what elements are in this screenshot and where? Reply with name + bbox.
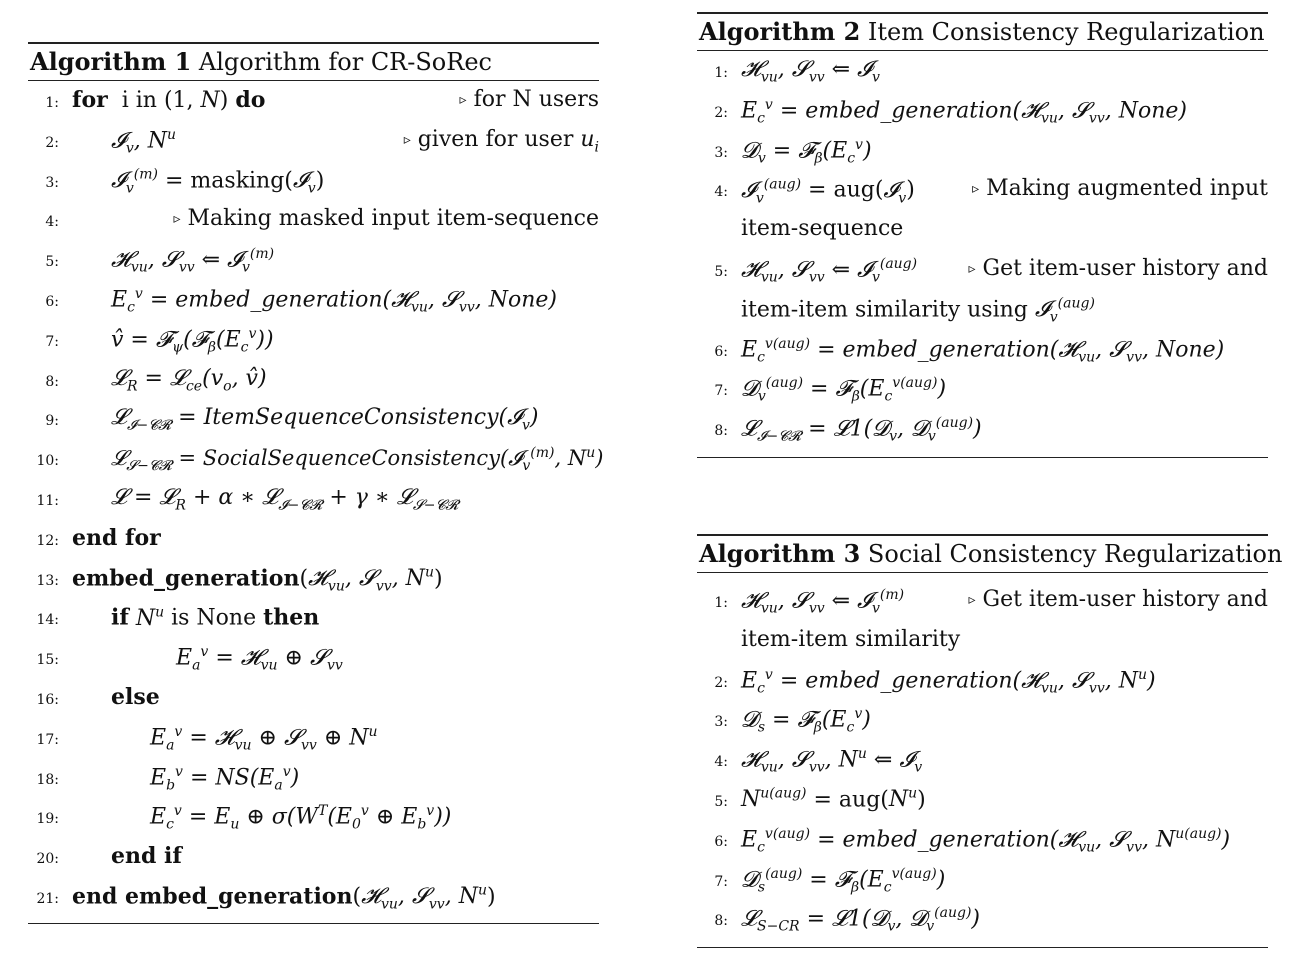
line-number: 8:: [714, 913, 728, 930]
line-number: 6:: [714, 343, 728, 360]
line-number: 18:: [36, 771, 59, 788]
line-number: 4:: [714, 754, 728, 771]
algo-line: [697, 665, 1268, 705]
line-comment: ▹ Making masked input item-sequence: [173, 206, 599, 232]
algorithm-2: [697, 12, 1268, 458]
line-code: item-item similarity using 𝓘$_v^{(aug)}$: [741, 295, 1095, 326]
line-number: 10:: [36, 453, 59, 470]
algo-line: [28, 324, 599, 364]
line-number: 9:: [45, 413, 59, 430]
algo-line: [697, 704, 1268, 744]
line-code: 𝓗$_{vu}$, 𝓢$_{vv}$ ⇐ 𝓘$_v$: [741, 57, 880, 86]
line-number: 5:: [714, 793, 728, 810]
line-number: 7:: [45, 333, 59, 350]
algorithm-3: [697, 534, 1283, 948]
line-code: 𝓓$_v$ = $𝓕_\beta(E_c^v)$: [741, 136, 872, 167]
line-code: $E_c^{v(aug)}$ = embed_generation(𝓗$_{vu}$, 𝓢$_{vv}$, None): [741, 335, 1225, 366]
line-code: for i in (1, N) do: [72, 87, 266, 113]
algorithm-name: Algorithm for CR-SoRec: [198, 48, 492, 76]
algo-line: [697, 55, 1268, 95]
line-code: 𝓛 = 𝓛$_R$ + α ∗ 𝓛$_{𝓘-𝓒𝓡}$ + γ ∗ 𝓛$_{𝓢-𝓒𝓡}$: [111, 484, 459, 514]
algo-line: [28, 443, 604, 483]
line-code: 𝓛$_{𝓢-𝓒𝓡}$ = SocialSequenceConsistency(𝓘$_v^{(m)}$, $N^u$): [111, 445, 604, 475]
algo-line-continuation: [697, 294, 1268, 334]
algo-line: [28, 284, 599, 324]
algo-line: [28, 563, 599, 603]
algo-line: [28, 841, 599, 881]
line-number: 3:: [714, 144, 728, 161]
line-comment: ▹ Get item-user history and: [968, 255, 1268, 281]
line-code: 𝓛$_{S-CR}$ = 𝓛1(𝓓$_v$, 𝓓$_v^{(aug)}$): [741, 905, 981, 936]
algo-line: [697, 174, 1268, 214]
line-number: 8:: [45, 373, 59, 390]
line-number: 4:: [714, 184, 728, 201]
algo-line: [697, 135, 1268, 175]
bottom-rule: [28, 923, 599, 924]
line-code: item-item similarity: [741, 626, 961, 652]
line-number: 20:: [36, 851, 59, 868]
algo-line: [28, 244, 599, 284]
line-number: 5:: [45, 254, 59, 271]
line-code: 𝓗$_{vu}$, 𝓢$_{vv}$ ⇐ 𝓘$_v^{(m)}$: [741, 587, 905, 617]
algorithm-title: [28, 44, 599, 80]
line-code: $E_a^v$ = 𝓗$_{vu}$ ⊕ 𝓢$_{vv}$: [176, 644, 343, 674]
bottom-rule: [697, 947, 1268, 948]
line-code: else: [111, 683, 160, 710]
line-number: 17:: [36, 731, 59, 748]
algo-line: [697, 784, 1268, 824]
line-number: 13:: [36, 572, 59, 589]
line-code: 𝓗$_{vu}$, 𝓢$_{vv}$, $N^u$ ⇐ 𝓘$_v$: [741, 746, 923, 776]
line-number: 8:: [714, 423, 728, 440]
line-code: 𝓘$_v^{(aug)}$ = aug(𝓘$_v$): [741, 176, 915, 207]
line-number: 14:: [36, 612, 59, 629]
line-code: 𝓗$_{vu}$, 𝓢$_{vv}$ ⇐ 𝓘$_v^{(aug)}$: [741, 255, 918, 286]
line-number: 5:: [714, 263, 728, 280]
algorithm-name: Social Consistency Regularization: [867, 540, 1283, 568]
algo-line: [697, 373, 1268, 413]
line-comment: ▹ Making augmented input: [972, 176, 1268, 202]
line-code: 𝓘$_v$, $N^u$: [111, 126, 177, 157]
algo-line: [697, 585, 1268, 625]
line-code: 𝓓$_s$ = $𝓕_\beta(E_c^v)$: [741, 706, 871, 737]
algo-line: [697, 903, 1268, 943]
line-code: if $N^u$ is None then: [111, 604, 320, 631]
line-code: 𝓛$_R$ = $𝓛_{ce}(v_o$, v̂): [111, 365, 267, 394]
line-code: 𝓓$_s^{(aug)}$ = $𝓕_\beta(E_c^{v(aug)})$: [741, 865, 946, 896]
line-code: end for: [72, 524, 161, 551]
line-code: 𝓛$_{𝓘-𝓒𝓡}$ = 𝓛1(𝓓$_v$, 𝓓$_v^{(aug)}$): [741, 415, 982, 445]
algo-line: [697, 824, 1268, 864]
line-code: end if: [111, 843, 182, 870]
algo-line: [697, 95, 1268, 135]
line-number: 16:: [36, 691, 59, 708]
line-code: $N^{u(aug)} = aug(N^u)$: [741, 785, 926, 813]
algo-line-continuation: [697, 625, 1268, 665]
line-code: item-sequence: [741, 216, 904, 242]
line-code: $E_c^{v(aug)}$ = embed_generation(𝓗$_{vu}$, 𝓢$_{vv}$, $N^{u(aug)}$): [741, 825, 1231, 856]
algorithm-title: [697, 14, 1268, 50]
line-code: v̂ = $𝓕_\psi(𝓕_\beta(E_c^v))$: [111, 325, 274, 356]
algo-line: [28, 602, 599, 642]
algo-line: [28, 403, 599, 443]
bottom-rule: [697, 457, 1268, 458]
line-number: 15:: [36, 652, 59, 669]
algo-line: [28, 722, 599, 762]
line-number: 19:: [36, 811, 59, 828]
algo-line: [28, 881, 599, 921]
line-number: 21:: [36, 890, 59, 907]
line-number: 3:: [45, 174, 59, 191]
line-code: 𝓘$_v^{(m)}$ = masking(𝓘$_v$): [111, 166, 325, 197]
algo-line: [28, 682, 599, 722]
line-code: $E_c^v$ = embed_generation(𝓗$_{vu}$, 𝓢$_{vv}$, None): [111, 285, 558, 316]
algo-line: [28, 204, 599, 244]
algo-line: [28, 762, 599, 802]
algo-line: [697, 413, 1268, 453]
algo-line: [697, 334, 1268, 374]
algo-line: [28, 801, 599, 841]
line-number: 6:: [714, 833, 728, 850]
line-comment: ▹ for N users: [459, 87, 599, 112]
line-number: 1:: [45, 95, 59, 111]
line-number: 11:: [36, 492, 59, 509]
algo-line: [28, 523, 599, 563]
line-code: $E_c^v$ = embed_generation(𝓗$_{vu}$, 𝓢$_{vv}$, None): [741, 96, 1188, 127]
line-code: 𝓛$_{𝓘-𝓒𝓡}$ = ItemSequenceConsistency(𝓘$_v$): [111, 405, 539, 434]
algorithm-1: [28, 42, 604, 924]
algo-line: [28, 364, 599, 404]
line-number: 2:: [45, 134, 59, 151]
line-code: $E_c^v = E_u$ ⊕ $\sigma(W^T(E_0^v$ ⊕ $E_b^v$)): [150, 803, 452, 834]
algorithm-name: Item Consistency Regularization: [867, 18, 1265, 46]
algorithm-title: [697, 536, 1283, 572]
algo-line: [28, 483, 599, 523]
algo-line: [28, 642, 599, 682]
line-code: $E_b^v = NS(E_a^v)$: [150, 763, 300, 794]
line-number: 6:: [45, 293, 59, 310]
algo-line: [28, 165, 599, 205]
line-comment: ▹ Get item-user history and: [968, 587, 1268, 612]
line-number: 7:: [714, 873, 728, 890]
line-number: 4:: [45, 214, 59, 231]
algo-line: [697, 864, 1268, 904]
line-code: end embed_generation(𝓗$_{vu}$, 𝓢$_{vv}$, $N^u$): [72, 882, 496, 913]
algo-line: [697, 744, 1268, 784]
algorithm-label: Algorithm 1: [30, 47, 192, 76]
line-code: embed_generation(𝓗$_{vu}$, 𝓢$_{vv}$, $N^u$): [72, 564, 443, 595]
algo-line: [697, 254, 1268, 294]
line-number: 1:: [714, 595, 728, 611]
line-code: 𝓓$_v^{(aug)}$ = $𝓕_\beta(E_c^{v(aug)})$: [741, 375, 947, 406]
line-number: 2:: [714, 674, 728, 691]
algorithm-label: Algorithm 2: [699, 17, 861, 46]
algo-line: [28, 85, 599, 125]
line-number: 3:: [714, 714, 728, 731]
line-code: $E_c^v$ = embed_generation(𝓗$_{vu}$, 𝓢$_{vv}$, $N^u$): [741, 666, 1156, 697]
line-number: 1:: [714, 65, 728, 81]
algo-line: [28, 125, 599, 165]
algo-line-continuation: [697, 214, 1268, 254]
line-comment: ▹ given for user $u_i$: [403, 126, 599, 156]
line-number: 2:: [714, 104, 728, 121]
line-number: 12:: [36, 532, 59, 549]
line-code: $E_a^v$ = 𝓗$_{vu}$ ⊕ 𝓢$_{vv}$ ⊕ $N^u$: [150, 723, 378, 754]
algorithm-label: Algorithm 3: [699, 539, 861, 568]
line-code: 𝓗$_{vu}$, 𝓢$_{vv}$ ⇐ 𝓘$_v^{(m)}$: [111, 246, 275, 276]
line-number: 7:: [714, 383, 728, 400]
